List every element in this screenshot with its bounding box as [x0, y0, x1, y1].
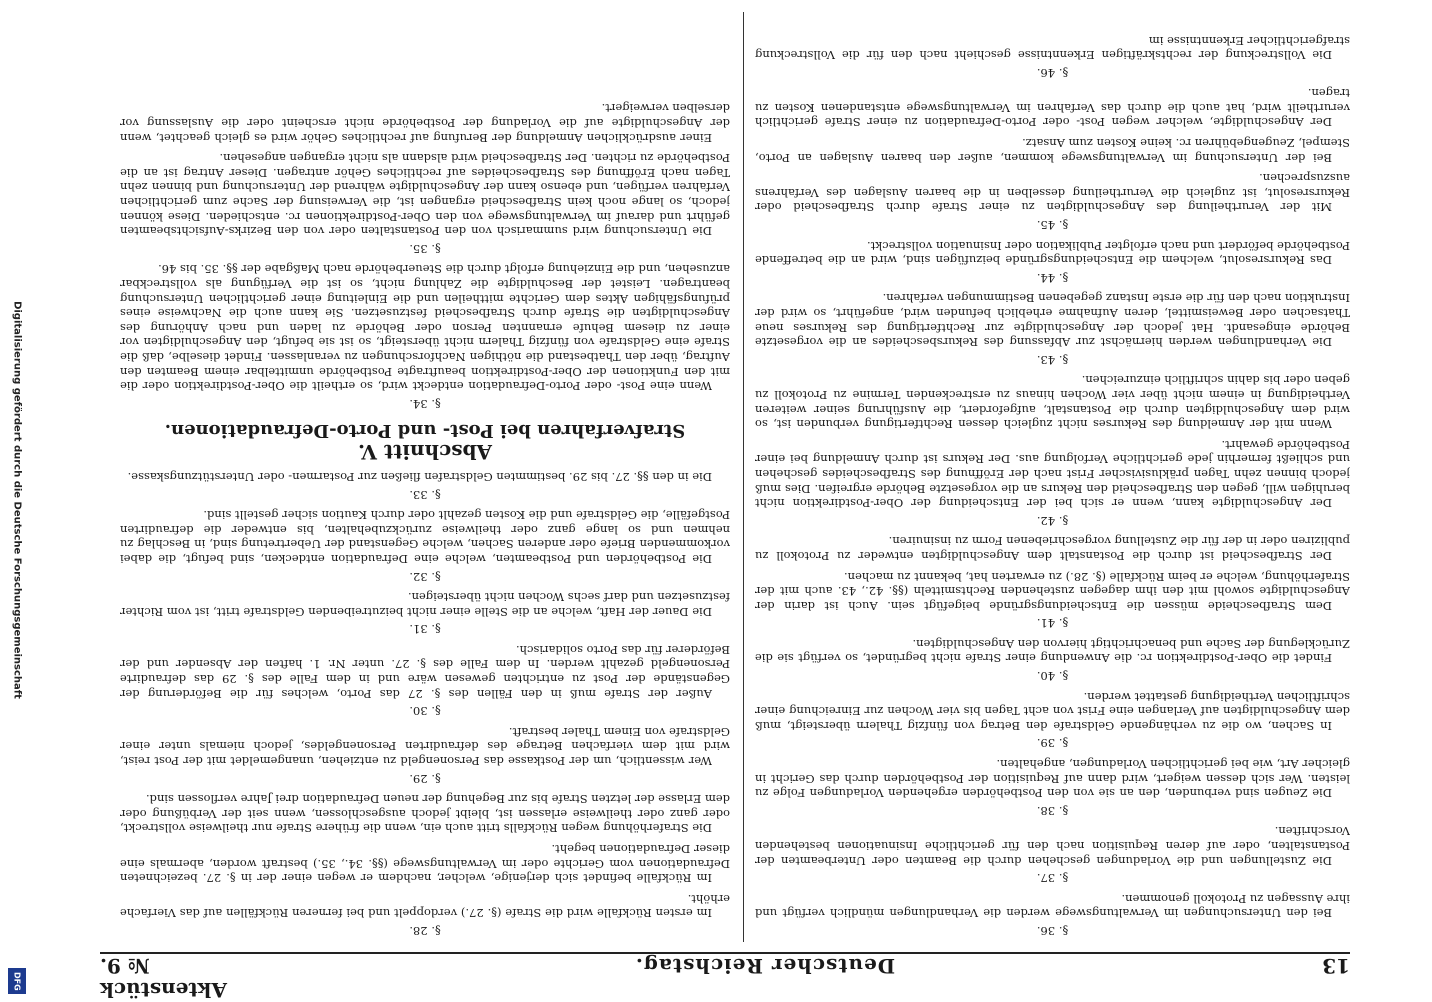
paragraph: Die Zustellungen und die Vorladungen geschehen durch die Beamten oder Unterbeamten der Postanstalten, oder auf deren Requisition nach den für gerichtliche Insinuationen bestehenden Vorschriften. [755, 824, 1350, 868]
section-heading: §. 33. [409, 487, 441, 502]
section-heading: §. 35. [409, 241, 441, 256]
column-divider [743, 12, 744, 942]
page-header [100, 952, 1350, 1002]
paragraph: Bei der Untersuchung im Verwaltungswege kommen, außer den baaren Auslagen an Porto, Stempel, Zeugengebühren rc. keine Kosten zum Ansatz. [755, 136, 1350, 165]
section-heading: §. 32. [409, 569, 441, 584]
left-column [755, 12, 1350, 942]
paragraph: Die Vollstreckung der rechtskräftigen Erkenntnisse geschieht nach den für die Vollstreckung strafgerichtlicher Erkenntnisse im [755, 33, 1350, 63]
paragraph: In Sachen, wo die zu verhängende Geldstrafe den Betrag von fünfzig Thalern übersteigt, muß dem Angeschuldigten auf Verlangen eine Frist von acht Tagen bis vier Wochen zur Einreichung einer schriftlichen Vertheidigung gestattet werden. [755, 689, 1350, 733]
paragraph: Die Postbehörden und Postbeamten, welche eine Defraudation entdecken, sind befugt, die dabei vorkommenden Briefe oder anderen Sachen, welche Gegenstand der Uebertretung sind, in Beschlag zu nehmen und so lange ganz oder theilweise zurückzubehalten, bis entweder die defraudirten Postgefälle, die Geldstrafe und die Kosten gezahlt oder durch Kaution sicher gestellt sind. [120, 508, 730, 566]
document-page [80, 0, 1390, 1000]
paragraph: Außer der Strafe muß in den Fällen des §. 27 das Porto, welches für die Beförderung der Gegenstände der Post zu entrichten gewesen wäre und in dem Falle des §. 29 das defraudirte Personengeld gezahlt werden. In dem Falle des §. 27. unter Nr. 1. haften der Absender und der Beförderer für das Porto solidarisch. [120, 642, 730, 701]
section-heading: §. 45. [1036, 218, 1069, 233]
section-heading: §. 36. [1036, 924, 1069, 938]
paragraph: Im ersten Rückfalle wird die Strafe (§. 27.) verdoppelt und bei ferneren Rückfällen auf das Vierfache erhöht. [120, 891, 730, 921]
dfg-logo: DFG [8, 968, 26, 994]
page-number: 13 [1322, 954, 1350, 978]
section-heading: §. 39. [1036, 736, 1069, 751]
paragraph: Die Straferhöhung wegen Rückfalls tritt auch ein, wenn die frühere Strafe nur theilweise vollstreckt, oder ganz oder theilweise erlassen ist, bleibt jedoch ausgeschlossen, wenn seit der Verbüßung oder dem Erlasse der letzten Strafe bis zur Begehung der neuen Defraudation drei Jahre verflossen sind. [120, 792, 730, 836]
section-heading: §. 41. [1036, 616, 1069, 631]
paragraph: Dem Strafbescheide müssen die Entscheidungsgründe beigefügt sein. Auch ist darin der Angeschuldigte sowohl mit den ihm dagegen zustehenden Rechtsmitteln (§§. 42., 43. auch mit der Straferhöhung, welche er beim Rückfalle (§. 28.) zu erwarten hat, bekannt zu machen. [755, 569, 1350, 613]
paragraph: Im Rückfalle befindet sich derjenige, welcher, nachdem er wegen einer der in §. 27. bezeichneten Defraudationen vom Gerichte oder im Verwaltungswege (§§. 34., 35.) bestraft worden, abermals eine dieser Defraudationen begeht. [120, 842, 730, 886]
section-heading: §. 38. [1036, 803, 1069, 818]
section-heading: §. 29. [409, 771, 441, 786]
paragraph: Findet die Ober-Postdirektion rc. die Anwendung einer Strafe nicht begründet, so verfügt sie die Zurücklegung der Sache und benachrichtigt hiervon den Angeschuldigten. [755, 636, 1350, 666]
section-heading: §. 43. [1036, 352, 1069, 367]
credit-text: Digitalisierung gefördert durch die Deutsche Forschungsgemeinschaft [11, 301, 23, 699]
paragraph: Der Strafbescheid ist durch die Postanstalt dem Angeschuldigten entweder zu Protokoll zu publiziren oder in der für die Zustellung vorgeschriebenen Form zu insinuiren. [755, 534, 1350, 563]
paragraph: Die in den §§. 27. bis 29. bestimmten Geldstrafen fließen zur Postarmen- oder Unterstützungskasse. [127, 469, 712, 484]
paragraph: Die Verhandlungen werden hiernächst zur Abfassung des Rekursbescheides an die vorgesetzte Behörde eingesandt. Hat jedoch der Angeschuldigte zur Rechtfertigung des Rekurses neue Thatsachen oder Beweismittel, deren Aufnahme erheblich befunden wird, angeführt, so wird der Instruktion nach den für die erste Instanz gegebenen Bestimmungen verfahren. [755, 291, 1350, 350]
section-heading: §. 37. [1036, 871, 1069, 886]
section-heading: §. 40. [1036, 669, 1069, 684]
section-heading: §. 46. [1036, 65, 1069, 80]
page-title: Deutscher Reichstag. [634, 954, 896, 978]
section-heading: §. 31. [409, 622, 441, 637]
paragraph: Der Angeschuldigte, welcher wegen Post- oder Porto-Defraudation zu einer Strafe gerichtlich verurtheilt wird, hat auch die durch das Verfahren im Verwaltungswege entstandenen Kosten zu tragen. [755, 86, 1350, 130]
paragraph: Bei den Untersuchungen im Verwaltungswege werden die Verhandlungen mündlich verfügt und ihre Aussagen zu Protokoll genommen. [755, 891, 1350, 921]
section-heading: §. 28. [409, 924, 441, 938]
section-heading: §. 42. [1036, 513, 1069, 528]
paragraph: Die Zeugen sind verbunden, den an sie von den Postbehörden ergehenden Vorladungen Folge zu leisten. Wer sich dessen weigert, wird dann auf Requisition der Postbehörden durch das Gericht in gleicher Art, wie bei gerichtlichen Vorladungen, angehalten. [755, 757, 1350, 801]
section-heading: §. 44. [1036, 270, 1069, 285]
section-heading: §. 34. [409, 396, 441, 411]
paragraph: Wenn mit der Anmeldung des Rekurses nicht zugleich dessen Rechtfertigung verbunden ist, so wird dem Angeschuldigten durch die Postanstalt, aufgefordert, die Ausführung seiner weiteren Vertheidigung in einem nicht über vier Wochen hinaus zu erstreckenden Termine zu Protokoll zu geben oder bis dahin schriftlich einzureichen. [755, 373, 1350, 432]
paragraph: Das Rekursresolut, welchem die Entscheidungsgründe beizufügen sind, wird an die betreffende Postbehörde befördert und nach erfolgter Publikation oder Insinuation vollstreckt. [755, 238, 1350, 268]
abschnitt-heading: Abschnitt V. [357, 440, 493, 465]
digitization-credit [6, 0, 28, 1000]
section-heading: §. 30. [409, 704, 441, 719]
paragraph: Wenn eine Post- oder Porto-Defraudation entdeckt wird, so ertheilt die Ober-Postdirektion oder die mit den Funktionen der Ober-Postdirektion beauftragte Postbehörde unmittelbar einem Beamten den Auftrag, über den Thatbestand die nöthigen Nachforschungen zu veranlassen. Findet dieselbe, daß die Strafe eine Geldstrafe von fünfzig Thalern nicht übersteigt, so ist sie befugt, den Angeschuldigten vor einer zu diesem Behufe ernannten Person oder Behörde zu laden und nach Anhörung des Angeschuldigten die Strafe durch Strafbescheid festzusetzen. Sie kann auch die Nachweise eines prüfungsfähigen Aktes dem Gerichte mittheilen und die Einleitung einer gerichtlichen Untersuchung beantragen. Leistet der Beschuldigte die Zahlung nicht, so ist die Verfügung als vollstreckbar anzusehen, und die Einziehung erfolgt durch die Steuerbehörde nach Maßgabe der §§. 35. bis 46. [120, 262, 730, 394]
subhead-heading: Strafverfahren bei Post- und Porto-Defraudationen. [164, 419, 686, 441]
paragraph: Mit der Verurtheilung des Angeschuldigten zu einer Strafe durch Strafbescheid oder Rekursresolut, ist zugleich die Verurtheilung desselben in die baaren Auslagen des Verfahrens auszusprechen. [755, 171, 1350, 215]
paragraph: Die Dauer der Haft, welche an die Stelle einer nicht beizutreibenden Geldstrafe tritt, ist vom Richter festzusetzen und darf sechs Wochen nicht übersteigen. [120, 590, 730, 619]
right-column [120, 12, 730, 942]
paragraph: Einer ausdrücklichen Anmeldung der Berufung auf rechtliches Gehör wird es gleich geachtet, wenn der Angeschuldigte auf die Vorladung der Postbehörde nicht erscheint oder die Auslassung vor derselben verweigert. [120, 101, 730, 145]
paragraph: Wer wissentlich, um der Postkasse das Personengeld zu entziehen, unangemeldet mit der Post reist, wird mit dem vierfachen Betrage des defraudirten Personengeldes, jedoch niemals unter einer Geldstrafe von Einem Thaler bestraft. [120, 724, 730, 769]
supplement-number: Aktenstück № 9. [100, 954, 227, 1002]
paragraph: Die Untersuchung wird summarisch von den Postanstalten oder von den Bezirks-Aufsichtsbeamten geführt und darauf im Verwaltungswege von den Ober-Postdirektionen rc. entschieden. Diese können jedoch, so lange noch kein Strafbescheid ergangen ist, die Verweisung der Sache zum gerichtlichen Verfahren verfügen, und ebenso kann der Angeschuldigte während der Untersuchung und binnen zehn Tagen nach Eröffnung des Strafbescheides auf rechtliches Gehör antragen. Dieser Antrag ist an die Postbehörde zu richten. Der Strafbescheid wird alsdann als nicht ergangen angesehen. [120, 151, 730, 239]
paragraph: Der Angeschuldigte kann, wenn er sich bei der Entscheidung der Ober-Postdirektion nicht beruhigen will, gegen den Strafbescheid den Rekurs an die vorgesetzte Behörde ergreifen. Dies muß jedoch binnen zehn Tagen präklusivischer Frist nach der Eröffnung des Strafbescheides geschehen und schließt fernerhin jede gerichtliche Verfolgung aus. Der Rekurs ist durch Anmeldung bei einer Postbehörde gewahrt. [755, 437, 1350, 511]
